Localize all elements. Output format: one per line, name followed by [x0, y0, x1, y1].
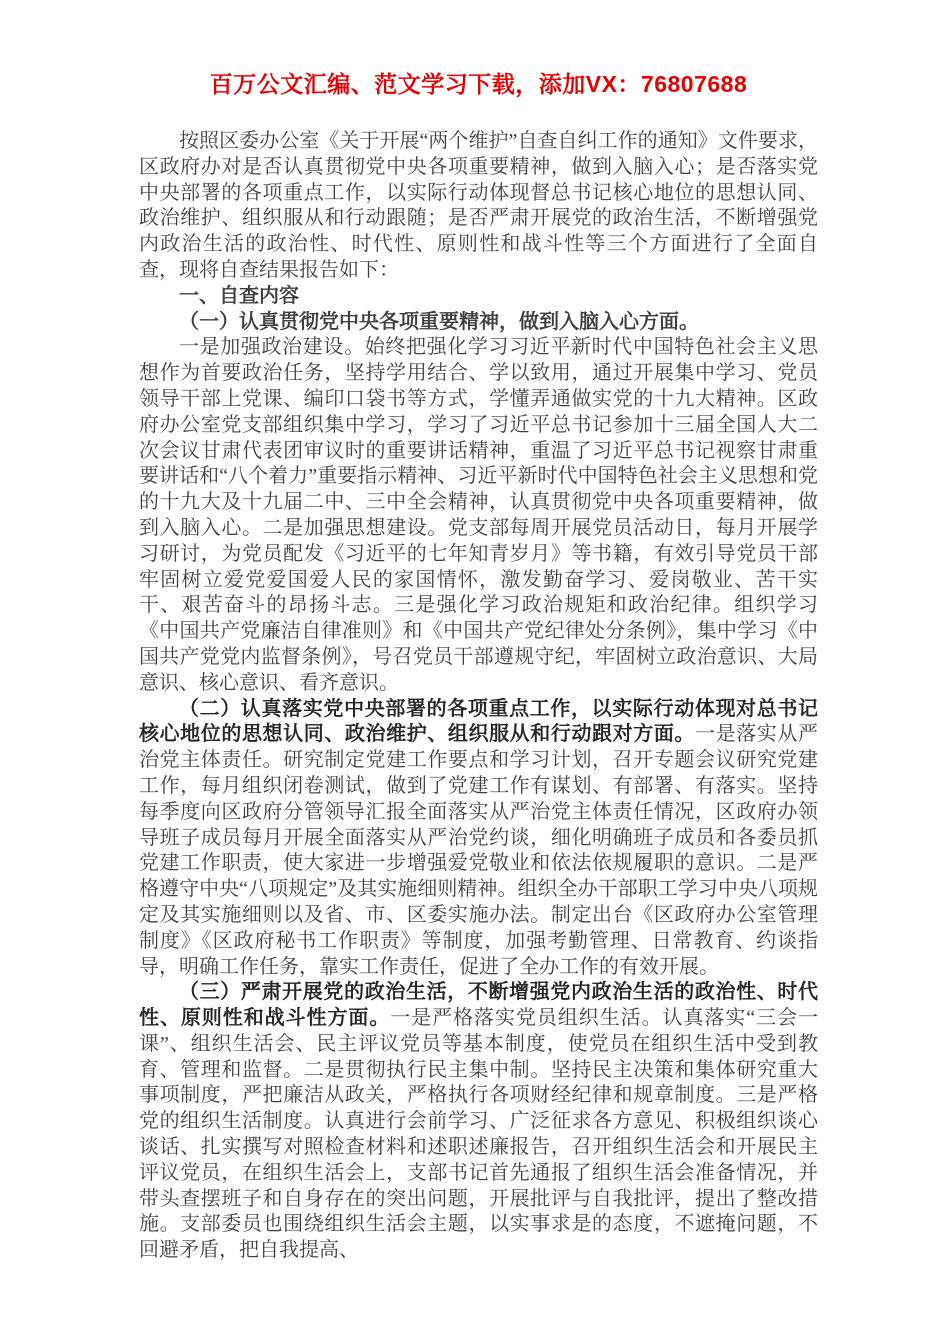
paragraph-subsection-1-body: 一是加强政治建设。始终把强化学习习近平新时代中国特色社会主义思想作为首要政治任务，坚持学用结合、学以致用，通过开展集中学习、党员领导干部上党课、编印口袋书等方式，学懂弄通做实党的十九大精神。区政府办公室党支部组织集中学习，学习了习近平总书记参加十三届全国人大二次会议甘肃代表团审议时的重要讲话精神，重温了习近平总书记视察甘肃重要讲话和“八个着力”重要指示精神、习近平新时代中国特色社会主义思想和党的十九大及十九届二中、三中全会精神，认真贯彻党中央各项重要精神，做到入脑入心。二是加强思想建设。党支部每周开展党员活动日，每月开展学习研讨，为党员配发《习近平的七年知青岁月》等书籍，有效引导党员干部牢固树立爱党爱国爱人民的家国情怀，激发勤奋学习、爱岗敬业、苦干实干、艰苦奋斗的昂扬斗志。三是强化学习政治规矩和政治纪律。组织学习《中国共产党廉洁自律准则》和《中国共产党纪律处分条例》，集中学习《中国共产党党内监督条例》，号召党员干部遵规守纪，牢固树立政治意识、大局意识、核心意识、看齐意识。 [139, 336, 818, 694]
heading-subsection-1: （一）认真贯彻党中央各项重要精神，做到入脑入心方面。 [179, 310, 699, 333]
heading-subsection-2-inline: （二）认真落实党中央部署的各项重点工作，以实际行动体现对总书记核心地位的思想认同、政治维护、组织服从和行动跟对方面。 [139, 697, 818, 746]
paragraph-intro: 按照区委办公室《关于开展“两个维护”自查自纠工作的通知》文件要求，区政府办对是否认真贯彻党中央各项重要精神，做到入脑入心；是否落实党中央部署的各项重点工作，以实际行动体现督总书记核心地位的思想认同、政治维护、组织服从和行动跟随；是否严肃开展党的政治生活，不断增强党内政治生活的政治性、时代性、原则性和战斗性等三个方面进行了全面自查，现将自查结果报告如下： [139, 130, 818, 281]
paragraph-subsection-2 [139, 697, 818, 981]
paragraph-subsection-3 [139, 980, 818, 1264]
paragraph-subsection-2-body: 一是落实从严治党主体责任。研究制定党建工作要点和学习计划，召开专题会议研究党建工作，每月组织闭卷测试，做到了党建工作有谋划、有部署、有落实。坚持每季度向区政府分管领导汇报全面落实从严治党主体责任情况，区政府办领导班子成员每月开展全面落实从严治党约谈，细化明确班子成员和各委员抓党建工作职责，使大家进一步增强爱党敬业和依法依规履职的意识。二是严格遵守中央“八项规定”及其实施细则精神。组织全办干部职工学习中央八项规定及其实施细则以及省、市、区委实施办法。制定出台《区政府办公室管理制度》《区政府秘书工作职责》等制度，加强考勤管理、日常教育、约谈指导，明确工作任务，靠实工作责任，促进了全办工作的有效开展。 [139, 723, 818, 978]
paragraph-subsection-3-body: 一是严格落实党员组织生活。认真落实“三会一课”、组织生活会、民主评议党员等基本制度，使党员在组织生活中受到教育、管理和监督。二是贯彻执行民主集中制。坚持民主决策和集体研究重大事项制度，严把廉洁从政关，严格执行各项财经纪律和规章制度。三是严格党的组织生活制度。认真进行会前学习、广泛征求各方意见、积极组织谈心谈话、扎实撰写对照检查材料和述职述廉报告，召开组织生活会和开展民主评议党员，在组织生活会上，支部书记首先通报了组织生活会准备情况，并带头查摆班子和自身存在的突出问题，开展批评与自我批评，提出了整改措施。支部委员也围绕组织生活会主题，以实事求是的态度，不遮掩问题，不回避矛盾，把自我提高、 [139, 1007, 818, 1262]
watermark-header-text: 百万公文汇编、范文学习下载，添加VX：76807688 [209, 71, 748, 97]
heading-subsection-3-inline: （三）严肃开展党的政治生活，不断增强党内政治生活的政治性、时代性、原则性和战斗性方面。 [139, 981, 818, 1030]
heading-section-one: 一、自查内容 [179, 284, 299, 307]
